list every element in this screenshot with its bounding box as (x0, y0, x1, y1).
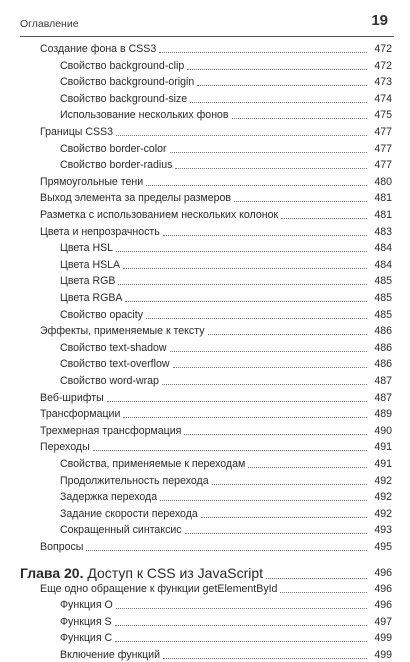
toc-entry-page: 497 (374, 615, 392, 628)
dot-leader (116, 607, 367, 609)
dot-leader (201, 516, 367, 518)
chapter-number: Глава 20. (20, 564, 84, 581)
toc-entry-page: 483 (374, 225, 392, 238)
chapter-heading (20, 565, 392, 582)
dot-leader (281, 217, 367, 219)
toc-entry-page: 493 (374, 524, 392, 537)
page-header (20, 12, 394, 36)
dot-leader (197, 84, 367, 86)
toc-entry-title: Еще одно обращение к функции getElementById (40, 582, 278, 595)
dot-leader (184, 433, 367, 435)
toc-entry (20, 342, 392, 355)
toc-entry-title: Границы CSS3 (40, 126, 113, 138)
toc-entry-page: 481 (374, 209, 392, 221)
dot-leader (266, 577, 367, 579)
toc-entry-title: Свойство background-origin (60, 76, 195, 89)
toc-entry-title: Трехмерная трансформация (40, 424, 182, 437)
toc-entry-title: Переходы (40, 441, 90, 454)
toc-entry-page: 477 (374, 126, 392, 138)
toc-entry-page: 487 (374, 391, 392, 404)
toc-entry-page: 496 (374, 582, 392, 595)
header-divider (20, 36, 394, 37)
dot-leader (123, 416, 367, 418)
toc-entry-title: Функция S (60, 615, 112, 628)
toc-entry (20, 60, 392, 73)
toc-entry-page: 475 (374, 109, 392, 122)
toc-entry (20, 475, 392, 488)
dot-leader (146, 317, 367, 319)
dot-leader (160, 499, 367, 501)
toc-entry-title: Продолжительность перехода (60, 474, 209, 487)
dot-leader (185, 532, 367, 534)
toc-entry-page: 486 (374, 358, 392, 371)
toc-entry (20, 192, 392, 205)
toc-entry (20, 375, 392, 388)
toc-entry-page: 499 (374, 649, 392, 661)
running-title: Оглавление (20, 18, 79, 30)
toc-entry-title: Цвета HSL (60, 242, 114, 255)
toc-entry-page: 485 (374, 308, 392, 321)
dot-leader (190, 101, 367, 103)
toc-entry-title: Функция O (60, 599, 113, 612)
toc-entry-page: 491 (374, 458, 392, 470)
toc-entry-title: Эффекты, применяемые к тексту (40, 325, 205, 338)
toc-entry (20, 491, 392, 504)
dot-leader (163, 234, 367, 236)
page-number: 19 (371, 12, 388, 29)
dot-leader (170, 350, 367, 352)
toc-entry-page: 485 (374, 275, 392, 288)
toc-entry-title: Цвета RGB (60, 275, 116, 288)
toc-entry-page: 491 (374, 441, 392, 454)
dot-leader (208, 333, 368, 335)
toc-entry-page: 485 (374, 292, 392, 304)
toc-entry-title: Задержка перехода (60, 491, 158, 504)
toc-entry-page: 473 (374, 76, 392, 89)
toc-entry-title: Свойство text-shadow (60, 341, 167, 354)
toc-entry (20, 292, 392, 305)
toc-entry-title: Использование нескольких фонов (60, 109, 229, 122)
toc-entry-title: Свойство border-radius (60, 159, 173, 172)
toc-entry-title: Свойства, применяемые к переходам (60, 458, 246, 470)
dot-leader (234, 200, 367, 202)
toc-entry (20, 209, 392, 222)
dot-leader (86, 549, 367, 551)
dot-leader (175, 167, 367, 169)
toc-entry (20, 275, 392, 288)
dot-leader (170, 151, 367, 153)
dot-leader (212, 483, 367, 485)
toc-entry-title: Свойство background-size (60, 92, 188, 105)
toc-entry-title: Цвета и непрозрачность (40, 225, 160, 238)
toc-entry (20, 242, 392, 255)
dot-leader (116, 250, 367, 252)
toc-entry (20, 616, 392, 629)
toc-entry (20, 259, 392, 272)
toc-entry (20, 392, 392, 405)
chapter-title (20, 565, 263, 582)
toc-entry (20, 176, 392, 189)
chapter-page: 496 (374, 566, 392, 579)
toc-entry (20, 508, 392, 521)
toc-entry-page: 487 (374, 375, 392, 387)
toc-entry-page: 490 (374, 424, 392, 437)
toc-entry (20, 632, 392, 645)
toc-entry-title: Свойство opacity (60, 308, 144, 321)
dot-leader (173, 366, 367, 368)
toc-entry (20, 325, 392, 338)
toc-entry-title: Прямоугольные тени (40, 175, 144, 188)
dot-leader (115, 640, 367, 642)
toc-entry (20, 649, 392, 662)
toc-entry (20, 126, 392, 139)
dot-leader (118, 283, 367, 285)
toc-entry-page: 492 (374, 474, 392, 487)
toc-entry (20, 226, 392, 239)
toc-entry (20, 109, 392, 122)
toc-entry (20, 43, 392, 56)
toc-entry-page: 481 (374, 192, 392, 205)
toc-entry-title: Разметка с использованием нескольких колонок (40, 209, 279, 221)
toc-entry-title: Задание скорости перехода (60, 507, 198, 520)
toc-entry (20, 76, 392, 89)
toc-entry (20, 159, 392, 172)
toc-entry (20, 309, 392, 322)
toc-entry-page: 484 (374, 242, 392, 255)
dot-leader (125, 300, 367, 302)
toc-entry-page: 486 (374, 341, 392, 354)
toc-entry-page: 492 (374, 491, 392, 504)
toc-entry (20, 458, 392, 471)
dot-leader (107, 400, 367, 402)
toc-entry-page: 484 (374, 258, 392, 271)
dot-leader (232, 117, 367, 119)
dot-leader (248, 466, 367, 468)
toc-entry-page: 492 (374, 507, 392, 520)
toc-entry-title: Веб-шрифты (40, 391, 104, 404)
toc-entry-page: 495 (374, 541, 392, 553)
toc-entry (20, 524, 392, 537)
toc-entry (20, 541, 392, 554)
toc-entry-page: 496 (374, 599, 392, 612)
toc-entry-page: 472 (374, 59, 392, 72)
dot-leader (146, 184, 367, 186)
toc-entry-title: Свойство word-wrap (60, 375, 159, 387)
dot-leader (187, 68, 367, 70)
toc-entry-page: 477 (374, 142, 392, 155)
dot-leader (123, 267, 367, 269)
toc-entry-title: Свойство border-color (60, 142, 167, 155)
toc-entry-title: Сокращенный синтаксис (60, 524, 182, 537)
toc-entry (20, 143, 392, 156)
dot-leader (159, 51, 367, 53)
toc-entry-title: Вопросы (40, 541, 84, 553)
toc-entry-title: Создание фона в CSS3 (40, 43, 157, 55)
chapter-title-text: Доступ к CSS из JavaScript (83, 564, 264, 581)
dot-leader (280, 591, 367, 593)
toc-entry (20, 583, 392, 596)
dot-leader (116, 134, 367, 136)
toc-entry (20, 425, 392, 438)
toc-entry (20, 441, 392, 454)
toc-entry-page: 486 (374, 325, 392, 338)
toc-entry-page: 489 (374, 408, 392, 421)
toc-entry (20, 599, 392, 612)
dot-leader (162, 383, 367, 385)
toc-entry-title: Свойство background-clip (60, 59, 185, 72)
dot-leader (115, 624, 367, 626)
toc-entry (20, 358, 392, 371)
toc-entry-page: 477 (374, 159, 392, 172)
toc-entry-title: Выход элемента за пределы размеров (40, 192, 232, 205)
toc-entry-title: Трансформации (40, 408, 121, 421)
dot-leader (163, 657, 367, 659)
toc-entry-page: 472 (374, 43, 392, 55)
toc-entry (20, 93, 392, 106)
toc-entry-title: Функция C (60, 632, 113, 645)
toc-entry-title: Свойство text-overflow (60, 358, 170, 371)
toc-entry (20, 408, 392, 421)
toc-entry-title: Включение функций (60, 649, 161, 661)
toc-entry-title: Цвета RGBA (60, 292, 123, 304)
dot-leader (93, 449, 367, 451)
toc-entry-title: Цвета HSLA (60, 258, 121, 271)
toc-entry-page: 499 (374, 632, 392, 645)
toc-entry-page: 474 (374, 92, 392, 105)
toc-entry-page: 480 (374, 175, 392, 188)
